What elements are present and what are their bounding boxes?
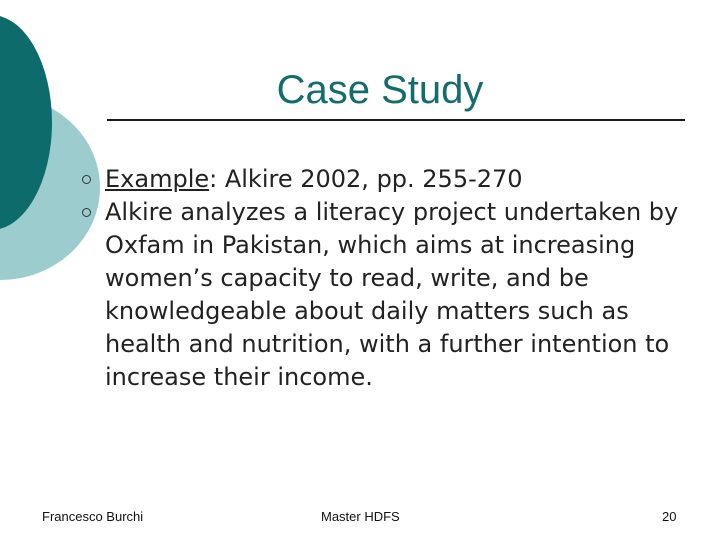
title-divider (107, 119, 685, 121)
footer-author: Francesco Burchi (42, 509, 144, 524)
bullet-lead-example: Example (105, 165, 210, 193)
hollow-circle-bullet-icon (82, 175, 91, 184)
bullet-description-text: Alkire analyzes a literacy project undertaken by Oxfam in Pakistan, which aims at increasing women’s capacity to read, write, and be knowledgeable about daily matters such as health and nutrition, with a further intention to increase their income. (105, 198, 679, 391)
slide-number: 20 (662, 509, 677, 524)
bullet-citation: : Alkire 2002, pp. 255-270 (209, 165, 523, 193)
bullet-list (82, 163, 702, 394)
footer-course: Master HDFS (321, 509, 400, 524)
slide-title: Case Study (276, 68, 484, 112)
hollow-circle-bullet-icon (82, 208, 91, 217)
bullet-item-example (82, 163, 702, 196)
bullet-item-description (82, 196, 702, 394)
